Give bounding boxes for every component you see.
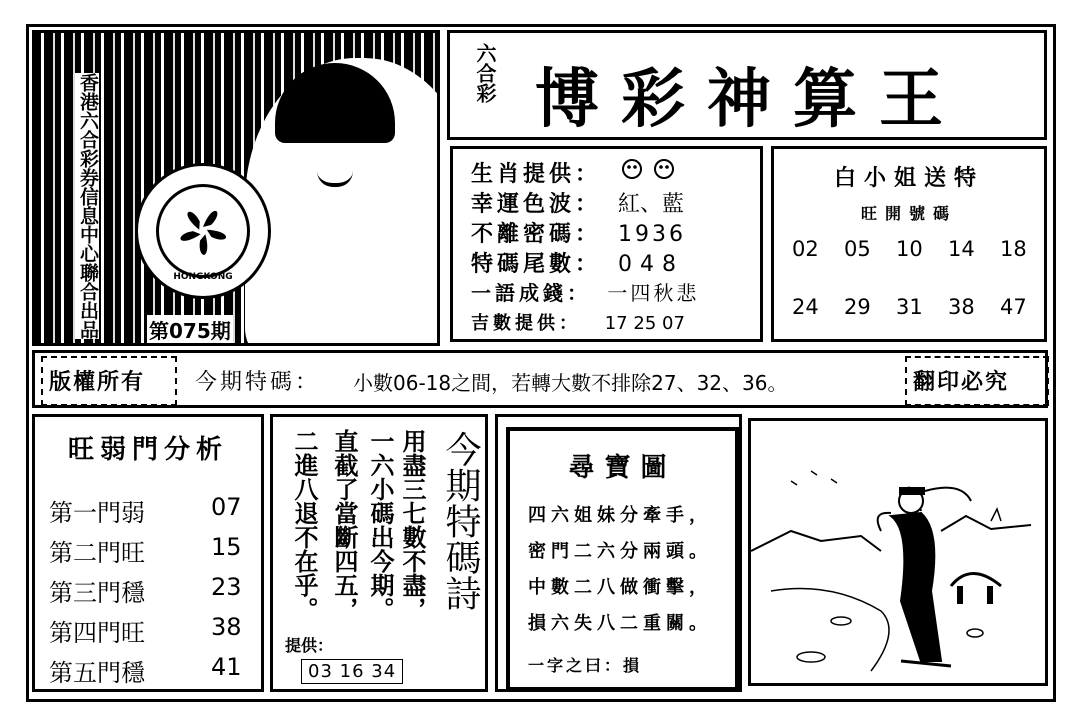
emblem-inner-ring (156, 184, 250, 278)
zodiac-icons (618, 162, 688, 187)
issue-number: 第075期 (147, 315, 233, 344)
emblem-text: HONGKONG (173, 272, 233, 282)
special-code-label: 今期特碼： (195, 370, 321, 395)
info-label: 吉數提供： (471, 313, 581, 334)
gate-row (49, 533, 242, 568)
gate-label: 第二門旺 (49, 539, 145, 567)
scholar-landscape-illustration (751, 421, 1045, 683)
bauhinia-flower-icon (159, 187, 247, 275)
miss-number: 02 (792, 237, 819, 261)
gate-row (49, 653, 242, 688)
strong-weak-heading: 旺弱門分析 (67, 435, 228, 465)
riddle-answer: 一字之曰：損 (528, 656, 643, 675)
gate-label: 第三門穩 (49, 579, 145, 607)
provide-numbers: 03 16 34 (301, 659, 403, 684)
miss-number: 18 (1000, 237, 1027, 261)
title-prefix: 六合彩 (473, 43, 497, 103)
gate-label: 第五門穩 (49, 659, 145, 687)
hongkong-emblem-icon (135, 163, 271, 299)
info-row (471, 217, 686, 248)
title-panel (447, 30, 1047, 140)
miss-number: 14 (948, 237, 975, 261)
miss-number: 29 (844, 295, 871, 319)
info-row (471, 247, 684, 278)
miss-number: 24 (792, 295, 819, 319)
poem-line: 二進八退不在乎。 (290, 429, 318, 621)
miss-number: 31 (896, 295, 923, 319)
info-row (471, 309, 685, 335)
gate-number: 15 (211, 533, 242, 561)
info-value: 紅、藍 (618, 192, 685, 217)
riddle-panel (495, 414, 742, 692)
riddle-line: 四六姐妹分牽手， (528, 505, 712, 526)
info-value: 17 25 07 (604, 313, 685, 334)
eye-left (307, 133, 325, 138)
gate-number: 23 (211, 573, 242, 601)
gate-label: 第四門旺 (49, 619, 145, 647)
info-label: 生肖提供： (471, 162, 602, 187)
special-code-banner (32, 350, 1048, 408)
poem-line: 用盡三七數不盡， (398, 429, 426, 621)
strong-weak-panel (32, 414, 264, 692)
publisher-vertical-text: 香港六合彩券信息中心聯合出品 (77, 73, 99, 339)
gate-number: 07 (211, 493, 242, 521)
special-code-text: 小數06-18之間，若轉大數不排除27、32、36。 (353, 371, 788, 395)
poem-title: 今期特碼詩 (440, 431, 481, 611)
info-row (471, 187, 684, 218)
info-value: 048 (618, 252, 685, 277)
info-row (471, 157, 688, 188)
miss-number: 38 (948, 295, 975, 319)
riddle-inner-box (506, 427, 739, 691)
info-value: 一四秋悲 (607, 281, 700, 305)
illustration-panel (748, 418, 1048, 686)
riddle-line: 中數二八做衝擊， (528, 577, 712, 598)
miss-heading: 白小姐送特 (833, 166, 984, 191)
gate-row (49, 613, 242, 648)
no-reprint-text: 翻印必究 (913, 370, 1010, 395)
cover-photo (32, 30, 440, 346)
miss-number: 10 (896, 237, 923, 261)
gate-row (49, 573, 242, 608)
riddle-heading: 尋寶圖 (568, 453, 677, 483)
miss-white-panel (771, 146, 1047, 342)
riddle-line: 密門二六分兩頭。 (528, 541, 712, 562)
gate-number: 41 (211, 653, 242, 681)
page-title: 博彩神算王 (535, 62, 965, 137)
poem-line: 一六小碼出今期。 (366, 429, 394, 621)
eye-right (345, 133, 363, 138)
provide-label: 提供： (285, 636, 334, 655)
copyright-text: 版權所有 (49, 370, 146, 395)
gate-number: 38 (211, 613, 242, 641)
zodiac-animal-icon (618, 157, 688, 181)
info-panel (450, 146, 763, 342)
riddle-line: 損六失八二重關。 (528, 613, 712, 634)
miss-number: 05 (844, 237, 871, 261)
info-label: 特碼尾數： (471, 252, 602, 277)
miss-subheading: 旺開號碼 (860, 204, 957, 223)
info-label: 幸運色波： (471, 192, 602, 217)
gate-label: 第一門弱 (49, 499, 145, 527)
gate-row (49, 493, 242, 528)
info-row (471, 277, 699, 306)
info-label: 一語成錢： (471, 281, 591, 305)
poem-line: 直截了當斷四五， (330, 429, 358, 621)
info-value: 1936 (618, 222, 687, 247)
info-label: 不離密碼： (471, 222, 602, 247)
miss-number: 47 (1000, 295, 1027, 319)
poem-panel (270, 414, 488, 692)
